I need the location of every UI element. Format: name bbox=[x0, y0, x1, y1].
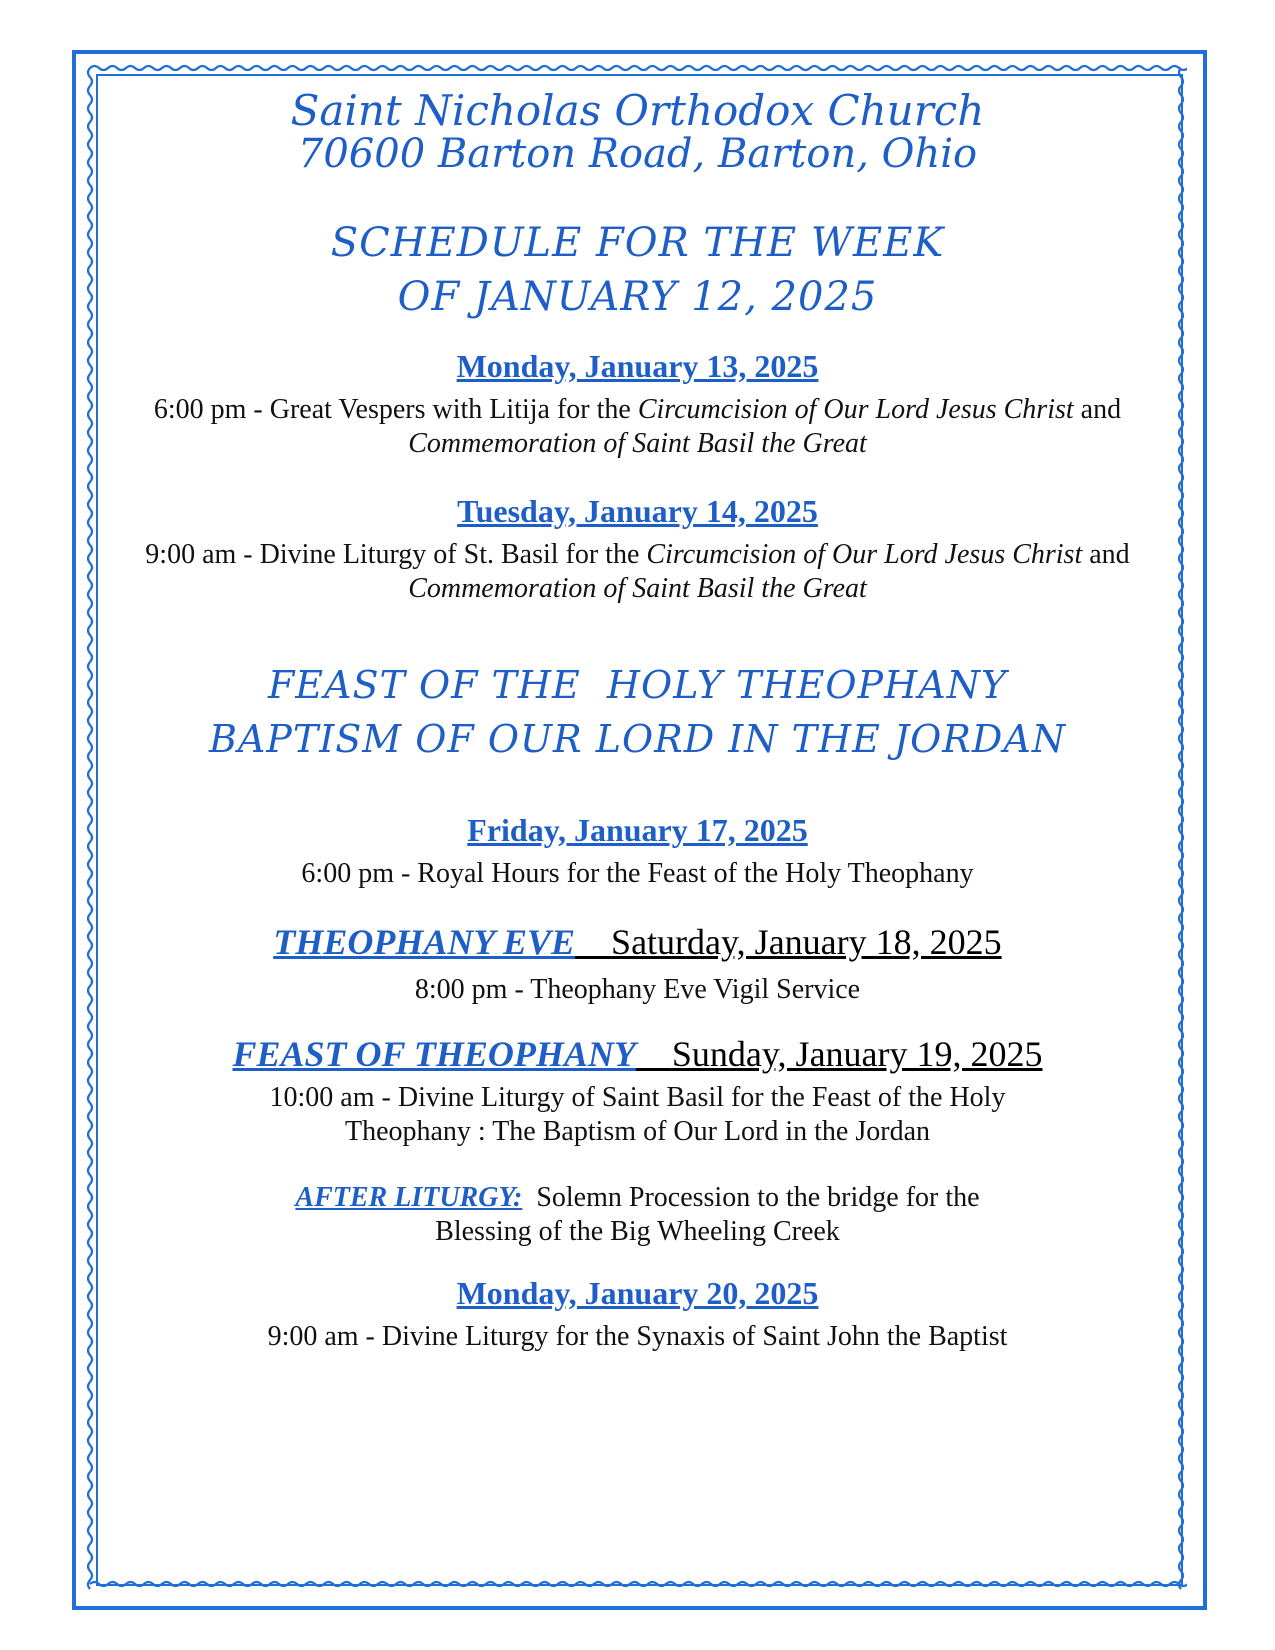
feast-theophany-label: FEAST OF THEOPHANY bbox=[232, 1034, 636, 1074]
after-liturgy-desc bbox=[95, 1181, 1180, 1249]
tuesday-jan14-time: 9:00 am - Divine Liturgy of St. Basil for the bbox=[145, 539, 647, 570]
feast-title-line2: BAPTISM OF OUR LORD IN THE JORDAN bbox=[208, 717, 1067, 761]
tuesday-jan14-and: and bbox=[1082, 539, 1130, 570]
church-name: Saint Nicholas Orthodox Church bbox=[290, 86, 985, 135]
schedule-title-line2: OF JANUARY 12, 2025 bbox=[397, 274, 878, 320]
feast-theophany-heading bbox=[95, 1033, 1180, 1075]
theophany-eve-date: Saturday, January 18, 2025 bbox=[611, 922, 1002, 962]
tuesday-jan14-desc bbox=[95, 538, 1180, 606]
monday-jan13-commemoration: Commemoration of Saint Basil the Great bbox=[408, 428, 867, 459]
after-liturgy-text-line2: Blessing of the Big Wheeling Creek bbox=[435, 1216, 840, 1247]
after-liturgy-label: AFTER LITURGY: bbox=[295, 1182, 523, 1213]
theophany-eve-desc: 8:00 pm - Theophany Eve Vigil Service bbox=[414, 974, 861, 1005]
tuesday-jan14-feast: Circumcision of Our Lord Jesus Christ bbox=[646, 539, 1083, 570]
friday-jan17-heading: Friday, January 17, 2025 bbox=[467, 812, 808, 848]
theophany-eve-heading bbox=[95, 921, 1180, 963]
after-liturgy-entry bbox=[95, 1181, 1180, 1249]
feast-theophany-desc-line1: 10:00 am - Divine Liturgy of Saint Basil for the Feast of the Holy bbox=[269, 1082, 1006, 1113]
tuesday-jan14-commemoration: Commemoration of Saint Basil the Great bbox=[408, 573, 867, 604]
tuesday-jan14-heading: Tuesday, January 14, 2025 bbox=[457, 493, 818, 529]
theophany-eve-label: THEOPHANY EVE bbox=[273, 922, 576, 962]
friday-jan17-desc: 6:00 pm - Royal Hours for the Feast of the Holy Theophany bbox=[301, 858, 974, 889]
feast-theophany-desc bbox=[95, 1081, 1180, 1149]
schedule-title bbox=[95, 216, 1180, 324]
monday-jan13-and: and bbox=[1073, 394, 1122, 425]
monday-jan13-time: 6:00 pm - Great Vespers with Litija for the bbox=[153, 394, 638, 425]
feast-title-line1: FEAST OF THE HOLY THEOPHANY bbox=[267, 663, 1008, 707]
monday-jan13-feast: Circumcision of Our Lord Jesus Christ bbox=[637, 394, 1074, 425]
schedule-title-line1: SCHEDULE FOR THE WEEK bbox=[330, 220, 945, 266]
after-liturgy-text-line1: Solemn Procession to the bridge for the bbox=[536, 1182, 980, 1213]
monday-jan13-entry bbox=[95, 348, 1180, 461]
friday-jan17-entry bbox=[95, 812, 1180, 891]
feast-theophany-date: Sunday, January 19, 2025 bbox=[671, 1034, 1043, 1074]
monday-jan13-desc bbox=[95, 393, 1180, 461]
bulletin-content bbox=[95, 86, 1180, 1354]
monday-jan20-heading: Monday, January 20, 2025 bbox=[456, 1275, 819, 1311]
feast-title bbox=[95, 658, 1180, 766]
theophany-eve-entry bbox=[95, 921, 1180, 1007]
tuesday-jan14-entry bbox=[95, 493, 1180, 606]
monday-jan20-entry bbox=[95, 1275, 1180, 1354]
monday-jan13-heading: Monday, January 13, 2025 bbox=[456, 348, 819, 384]
monday-jan20-desc: 9:00 am - Divine Liturgy for the Synaxis of Saint John the Baptist bbox=[267, 1321, 1008, 1352]
feast-theophany-desc-line2: Theophany : The Baptism of Our Lord in the Jordan bbox=[344, 1116, 931, 1147]
feast-theophany-entry bbox=[95, 1033, 1180, 1149]
church-address: 70600 Barton Road, Barton, Ohio bbox=[297, 131, 978, 177]
